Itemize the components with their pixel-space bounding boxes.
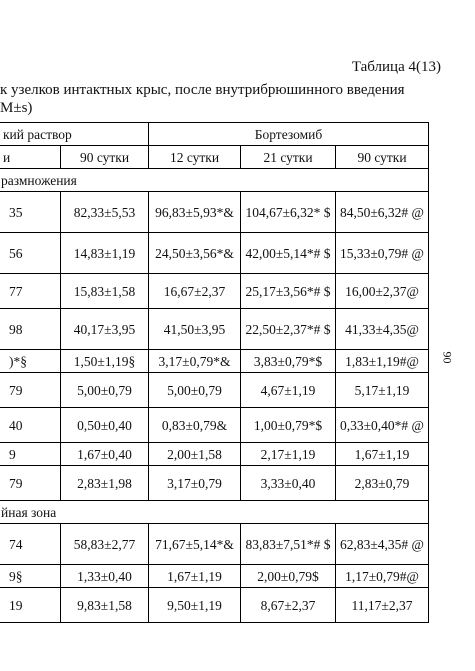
table-row: [0, 408, 429, 443]
table-row: [0, 309, 429, 350]
table-cell: 1,00±0,79*$: [241, 408, 336, 443]
column-header: 21 сутки: [241, 146, 336, 169]
column-header: 90 сутки: [336, 146, 429, 169]
table-cell: 40: [0, 408, 61, 443]
table-cell: 41,50±3,95: [149, 309, 241, 350]
table-cell: 84,50±6,32# @: [336, 192, 429, 233]
table-cell: 74: [0, 524, 61, 565]
table-cell: 19: [0, 588, 61, 623]
table-caption: [0, 81, 440, 117]
column-header: и: [0, 146, 61, 169]
table-cell: 15,83±1,58: [61, 274, 149, 309]
table-cell: 8,67±2,37: [241, 588, 336, 623]
table-row: [0, 233, 429, 274]
table-row: [0, 443, 429, 466]
table-cell: 0,83±0,79&: [149, 408, 241, 443]
table-cell: 1,67±0,40: [61, 443, 149, 466]
table-number: Таблица 4(13): [351, 59, 441, 75]
table-cell: 83,83±7,51*# $: [241, 524, 336, 565]
table-cell: 2,17±1,19: [241, 443, 336, 466]
table-cell: 5,17±1,19: [336, 373, 429, 408]
table-cell: 5,00±0,79: [149, 373, 241, 408]
table-cell: 41,33±4,35@: [336, 309, 429, 350]
column-header: 90 сутки: [61, 146, 149, 169]
table-cell: 2,83±0,79: [336, 466, 429, 501]
section-title: йная зона: [0, 501, 429, 524]
table-cell: 82,33±5,53: [61, 192, 149, 233]
table-cell: 42,00±5,14*# $: [241, 233, 336, 274]
table-cell: 0,33±0,40*# @: [336, 408, 429, 443]
table-cell: 104,67±6,32* $: [241, 192, 336, 233]
table-cell: 0,50±0,40: [61, 408, 149, 443]
group-header-row: [0, 123, 429, 146]
table-cell: 1,33±0,40: [61, 565, 149, 588]
table-cell: 1,83±1,19#@: [336, 350, 429, 373]
table-cell: 3,83±0,79*$: [241, 350, 336, 373]
table-cell: 58,83±2,77: [61, 524, 149, 565]
table-cell: 62,83±4,35# @: [336, 524, 429, 565]
table-cell: 35: [0, 192, 61, 233]
table-row: [0, 274, 429, 309]
table-cell: 3,17±0,79*&: [149, 350, 241, 373]
table-cell: 1,67±1,19: [149, 565, 241, 588]
column-header-row: [0, 146, 429, 169]
table-cell: 11,17±2,37: [336, 588, 429, 623]
table-cell: 2,83±1,98: [61, 466, 149, 501]
table-row: [0, 524, 429, 565]
table-cell: 1,67±1,19: [336, 443, 429, 466]
table-cell: 71,67±5,14*&: [149, 524, 241, 565]
table-cell: 98: [0, 309, 61, 350]
caption-line-2: M±s): [0, 100, 33, 116]
table-cell: 40,17±3,95: [61, 309, 149, 350]
table-cell: 9,83±1,58: [61, 588, 149, 623]
group-header-saline: кий раствор: [0, 123, 149, 146]
table-cell: 4,67±1,19: [241, 373, 336, 408]
table-cell: 96,83±5,93*&: [149, 192, 241, 233]
caption-line-1: к узелков интактных крыс, после внутрибрюшинного введения: [0, 82, 405, 98]
table-row: [0, 350, 429, 373]
table-cell: 15,33±0,79# @: [336, 233, 429, 274]
table-cell: 14,83±1,19: [61, 233, 149, 274]
table-cell: 79: [0, 373, 61, 408]
table-row: [0, 466, 429, 501]
column-header: 12 сутки: [149, 146, 241, 169]
table-row: [0, 588, 429, 623]
table-cell: 1,17±0,79#@: [336, 565, 429, 588]
table-cell: 9,50±1,19: [149, 588, 241, 623]
table-cell: 9§: [0, 565, 61, 588]
table-cell: 16,67±2,37: [149, 274, 241, 309]
table-cell: )*§: [0, 350, 61, 373]
section-row: [0, 501, 429, 524]
table-cell: 77: [0, 274, 61, 309]
data-table: [0, 122, 429, 623]
table-cell: 79: [0, 466, 61, 501]
page-number: 90: [440, 351, 455, 364]
table-cell: 2,00±0,79$: [241, 565, 336, 588]
table-cell: 3,17±0,79: [149, 466, 241, 501]
table-cell: 25,17±3,56*# $: [241, 274, 336, 309]
table-cell: 1,50±1,19§: [61, 350, 149, 373]
table-cell: 5,00±0,79: [61, 373, 149, 408]
section-row: [0, 169, 429, 192]
section-title: размножения: [0, 169, 429, 192]
table-cell: 24,50±3,56*&: [149, 233, 241, 274]
table-cell: 2,00±1,58: [149, 443, 241, 466]
table-row: [0, 565, 429, 588]
table-cell: 22,50±2,37*# $: [241, 309, 336, 350]
table-row: [0, 192, 429, 233]
table-cell: 9: [0, 443, 61, 466]
table-cell: 3,33±0,40: [241, 466, 336, 501]
table-cell: 56: [0, 233, 61, 274]
table-row: [0, 373, 429, 408]
group-header-bortezomib: Бортезомиб: [149, 123, 429, 146]
table-cell: 16,00±2,37@: [336, 274, 429, 309]
